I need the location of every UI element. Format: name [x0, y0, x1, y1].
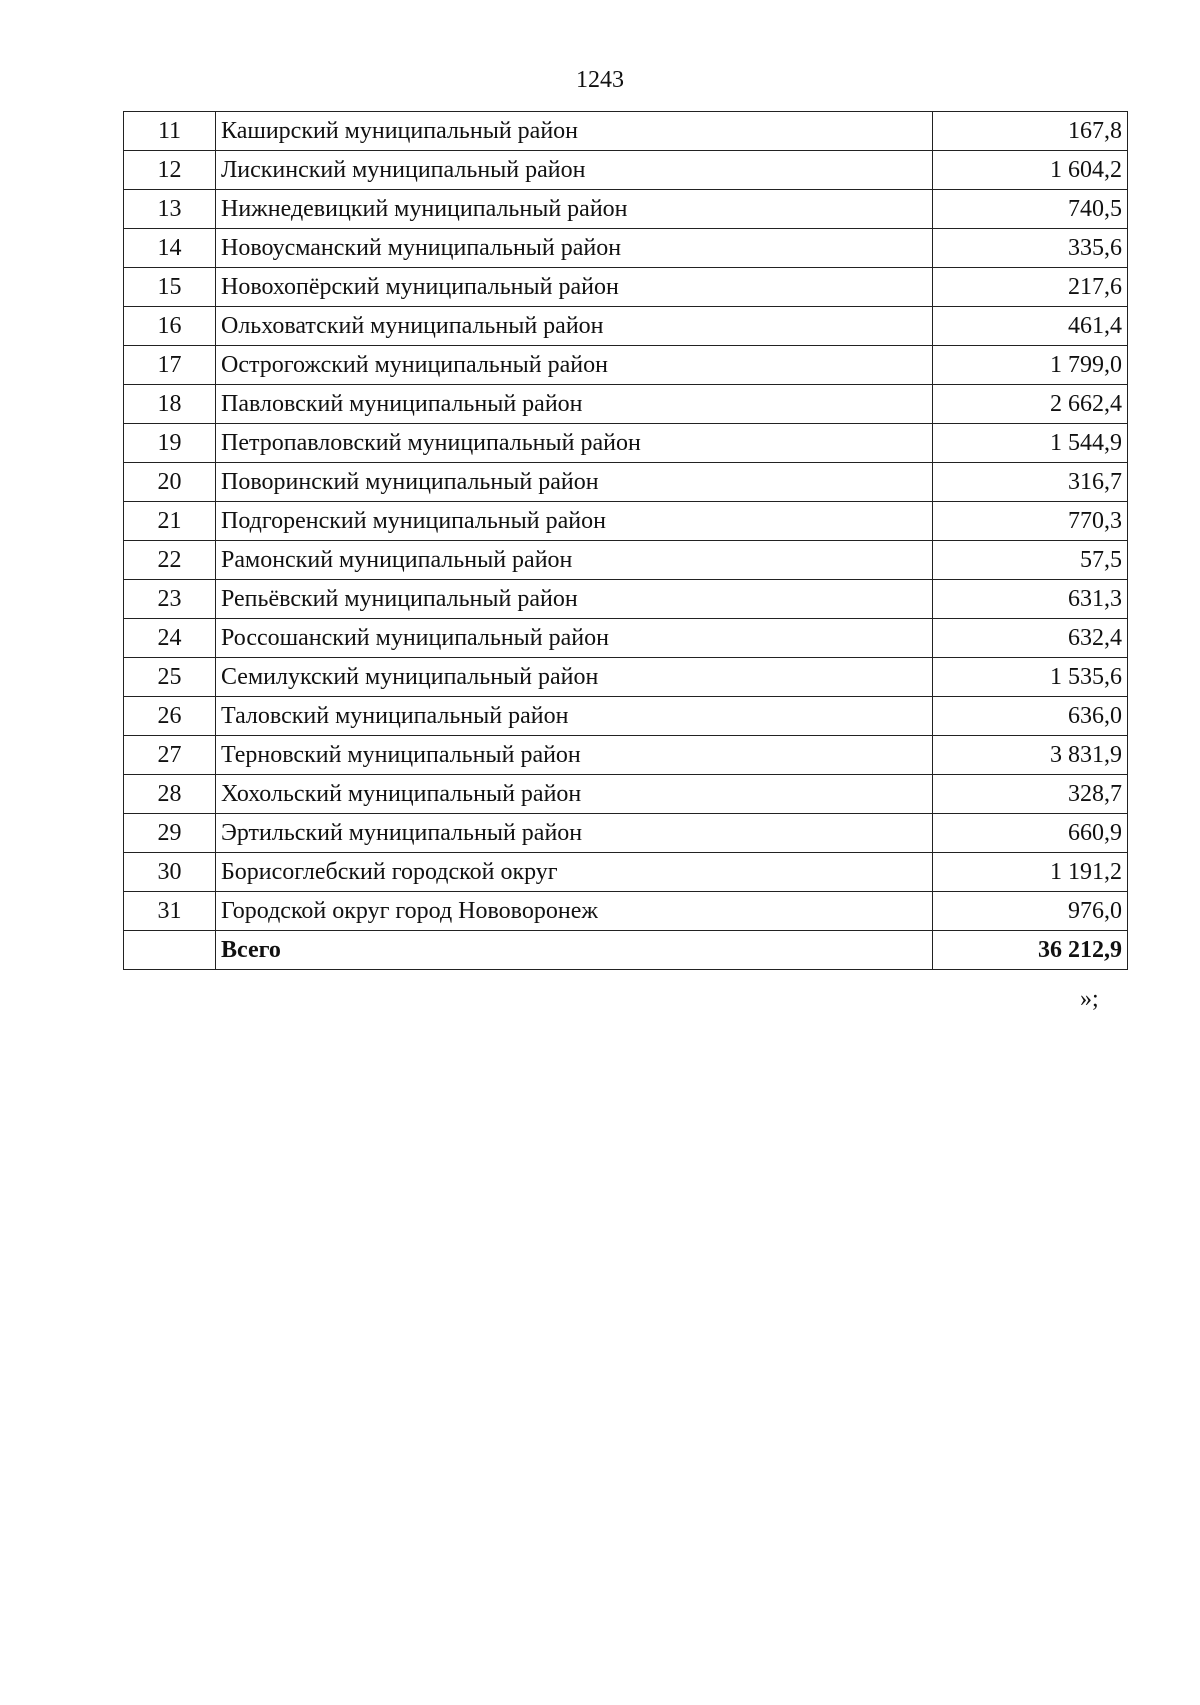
table-row	[124, 853, 1128, 892]
row-name-cell: Лискинский муниципальный район	[216, 151, 933, 190]
row-name-cell: Репьёвский муниципальный район	[216, 580, 933, 619]
row-number-cell: 12	[124, 151, 216, 190]
row-name-cell: Ольховатский муниципальный район	[216, 307, 933, 346]
row-name-cell: Рамонский муниципальный район	[216, 541, 933, 580]
row-name-cell: Борисоглебский городской округ	[216, 853, 933, 892]
table-row	[124, 580, 1128, 619]
table-row	[124, 151, 1128, 190]
table-body	[124, 112, 1128, 970]
row-number-cell: 22	[124, 541, 216, 580]
row-value-cell: 1 535,6	[933, 658, 1128, 697]
table-row	[124, 775, 1128, 814]
row-name-cell: Новохопёрский муниципальный район	[216, 268, 933, 307]
row-value-cell: 328,7	[933, 775, 1128, 814]
row-value-cell: 976,0	[933, 892, 1128, 931]
row-name-cell: Подгоренский муниципальный район	[216, 502, 933, 541]
closing-quote-mark: »;	[1080, 986, 1099, 1012]
row-number-cell: 30	[124, 853, 216, 892]
row-name-cell: Петропавловский муниципальный район	[216, 424, 933, 463]
row-number-cell: 20	[124, 463, 216, 502]
total-value-cell: 36 212,9	[933, 931, 1128, 970]
row-number-cell: 15	[124, 268, 216, 307]
table-row	[124, 346, 1128, 385]
table-row	[124, 268, 1128, 307]
row-name-cell: Таловский муниципальный район	[216, 697, 933, 736]
row-value-cell: 217,6	[933, 268, 1128, 307]
row-name-cell: Россошанский муниципальный район	[216, 619, 933, 658]
row-name-cell: Острогожский муниципальный район	[216, 346, 933, 385]
page-number: 1243	[576, 67, 624, 93]
row-name-cell: Нижнедевицкий муниципальный район	[216, 190, 933, 229]
row-name-cell: Терновский муниципальный район	[216, 736, 933, 775]
table-row	[124, 658, 1128, 697]
row-number-cell: 28	[124, 775, 216, 814]
row-value-cell: 770,3	[933, 502, 1128, 541]
row-number-cell: 27	[124, 736, 216, 775]
row-value-cell: 636,0	[933, 697, 1128, 736]
row-number-cell: 24	[124, 619, 216, 658]
row-value-cell: 660,9	[933, 814, 1128, 853]
total-number-cell	[124, 931, 216, 970]
row-value-cell: 316,7	[933, 463, 1128, 502]
row-value-cell: 1 799,0	[933, 346, 1128, 385]
table-row	[124, 229, 1128, 268]
row-number-cell: 23	[124, 580, 216, 619]
row-name-cell: Поворинский муниципальный район	[216, 463, 933, 502]
row-number-cell: 13	[124, 190, 216, 229]
row-value-cell: 335,6	[933, 229, 1128, 268]
row-value-cell: 740,5	[933, 190, 1128, 229]
row-number-cell: 19	[124, 424, 216, 463]
table-row	[124, 541, 1128, 580]
table-row	[124, 424, 1128, 463]
table-row	[124, 619, 1128, 658]
row-number-cell: 21	[124, 502, 216, 541]
table-row	[124, 814, 1128, 853]
row-number-cell: 16	[124, 307, 216, 346]
row-value-cell: 1 191,2	[933, 853, 1128, 892]
table-row	[124, 463, 1128, 502]
row-number-cell: 17	[124, 346, 216, 385]
total-row	[124, 931, 1128, 970]
row-name-cell: Хохольский муниципальный район	[216, 775, 933, 814]
row-number-cell: 31	[124, 892, 216, 931]
row-value-cell: 167,8	[933, 112, 1128, 151]
row-name-cell: Каширский муниципальный район	[216, 112, 933, 151]
row-value-cell: 631,3	[933, 580, 1128, 619]
row-value-cell: 3 831,9	[933, 736, 1128, 775]
budget-table	[123, 111, 1128, 970]
row-number-cell: 29	[124, 814, 216, 853]
row-value-cell: 2 662,4	[933, 385, 1128, 424]
row-value-cell: 1 604,2	[933, 151, 1128, 190]
table-row	[124, 112, 1128, 151]
table-row	[124, 736, 1128, 775]
row-name-cell: Городской округ город Нововоронеж	[216, 892, 933, 931]
table-row	[124, 697, 1128, 736]
row-number-cell: 25	[124, 658, 216, 697]
total-label-cell: Всего	[216, 931, 933, 970]
table-row	[124, 892, 1128, 931]
row-number-cell: 11	[124, 112, 216, 151]
row-number-cell: 26	[124, 697, 216, 736]
row-value-cell: 461,4	[933, 307, 1128, 346]
table-row	[124, 190, 1128, 229]
table-row	[124, 502, 1128, 541]
row-value-cell: 632,4	[933, 619, 1128, 658]
row-name-cell: Новоусманский муниципальный район	[216, 229, 933, 268]
table-row	[124, 307, 1128, 346]
row-value-cell: 57,5	[933, 541, 1128, 580]
row-value-cell: 1 544,9	[933, 424, 1128, 463]
row-name-cell: Павловский муниципальный район	[216, 385, 933, 424]
row-name-cell: Семилукский муниципальный район	[216, 658, 933, 697]
row-number-cell: 14	[124, 229, 216, 268]
table-row	[124, 385, 1128, 424]
row-name-cell: Эртильский муниципальный район	[216, 814, 933, 853]
row-number-cell: 18	[124, 385, 216, 424]
